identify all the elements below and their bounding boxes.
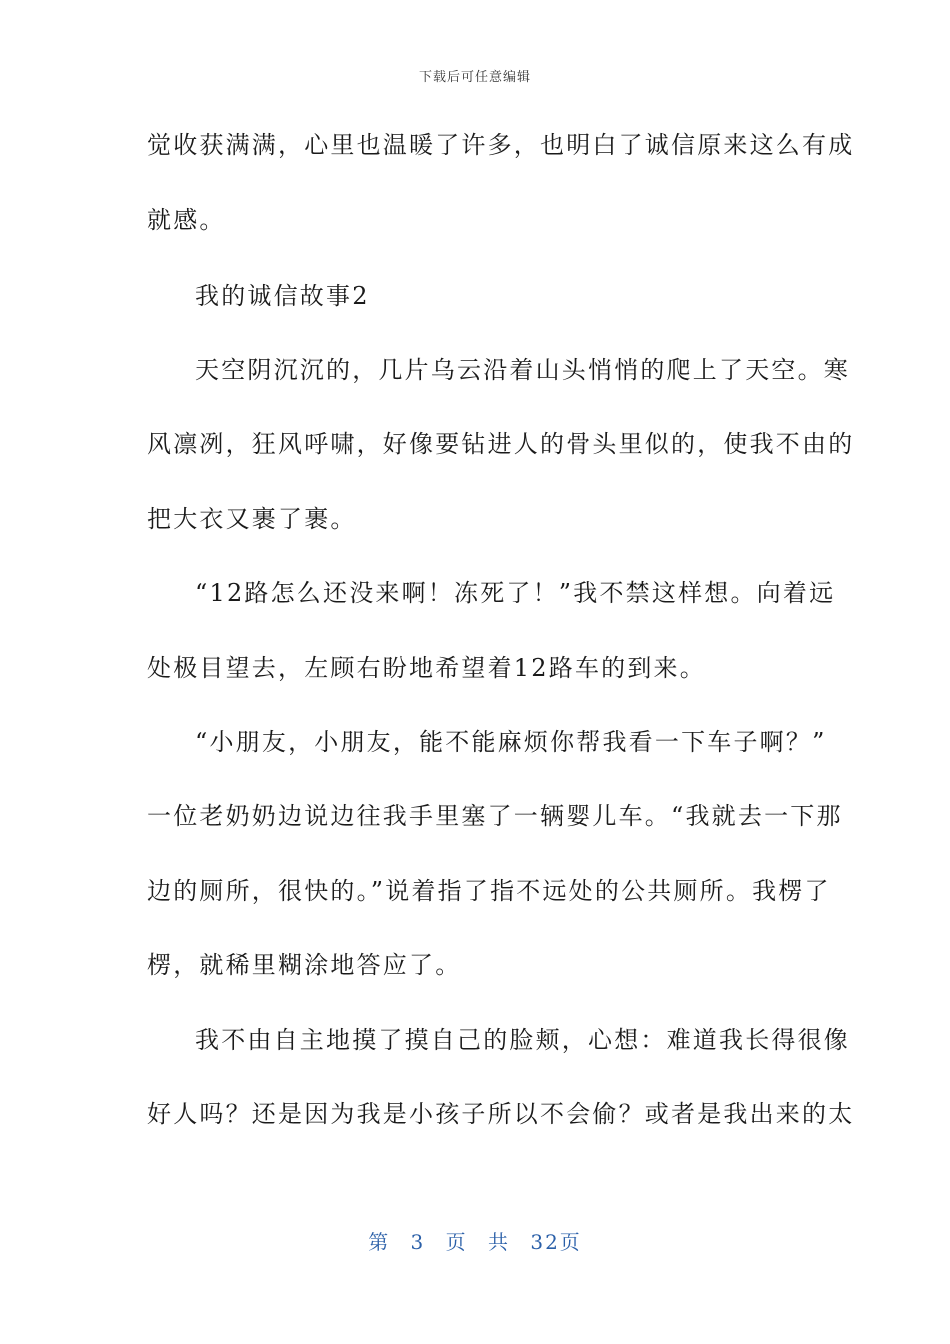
body-line: 处极目望去，左顾右盼地希望着12路车的到来。	[147, 654, 706, 682]
footer-page-label: 第	[368, 1230, 391, 1254]
footer-total-pages: 32页	[530, 1230, 582, 1254]
body-line: 一位老奶奶边说边往我手里塞了一辆婴儿车。“我就去一下那	[147, 802, 843, 830]
body-line: 边的厕所，很快的。”说着指了指不远处的公共厕所。我楞了	[147, 877, 831, 905]
body-line: 天空阴沉沉的，几片乌云沿着山头悄悄的爬上了天空。寒	[195, 356, 850, 384]
footer-total-label: 共	[488, 1230, 510, 1254]
page-footer	[0, 1226, 950, 1255]
body-line: 觉收获满满，心里也温暖了许多，也明白了诚信原来这么有成	[147, 131, 855, 159]
body-line: 我不由自主地摸了摸自己的脸颊，心想：难道我长得很像	[195, 1026, 850, 1054]
body-line: 风凛冽，狂风呼啸，好像要钻进人的骨头里似的，使我不由的	[147, 430, 855, 458]
body-line: “小朋友，小朋友，能不能麻烦你帮我看一下车子啊？”	[195, 728, 827, 756]
section-title: 我的诚信故事2	[195, 282, 370, 310]
body-line: “12路怎么还没来啊！冻死了！”我不禁这样想。向着远	[195, 579, 836, 607]
footer-page-number: 3	[410, 1230, 426, 1254]
footer-page-unit: 页	[445, 1230, 468, 1254]
page-header-note: 下载后可任意编辑	[418, 70, 531, 85]
body-line: 就感。	[147, 206, 226, 234]
body-line: 好人吗？还是因为我是小孩子所以不会偷？或者是我出来的太	[147, 1100, 855, 1128]
body-line: 把大衣又裹了裹。	[147, 505, 357, 533]
body-line: 楞，就稀里糊涂地答应了。	[147, 951, 462, 979]
